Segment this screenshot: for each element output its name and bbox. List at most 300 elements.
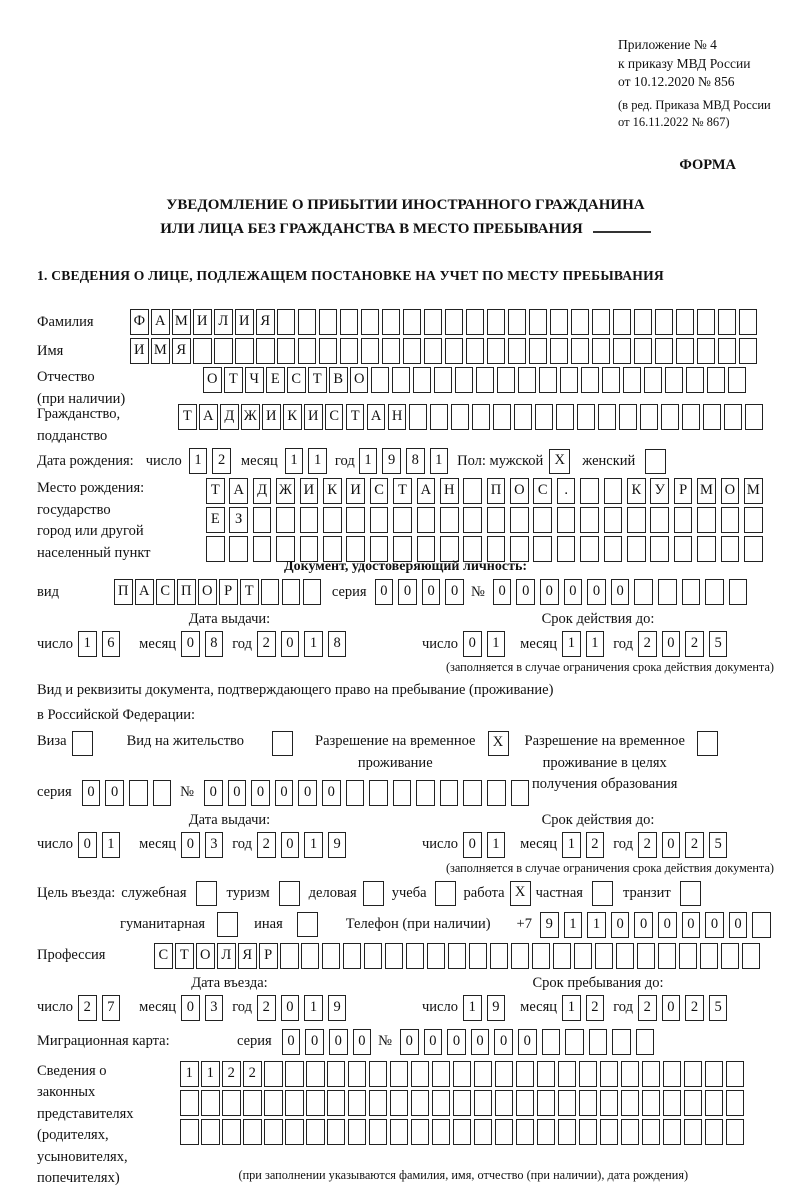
char-box[interactable]	[676, 309, 695, 335]
char-box[interactable]	[703, 404, 722, 430]
char-box[interactable]: 1	[586, 631, 605, 657]
char-box[interactable]	[676, 338, 695, 364]
char-box[interactable]: 9	[328, 832, 347, 858]
char-box[interactable]	[744, 536, 763, 562]
char-box[interactable]	[682, 579, 701, 605]
char-box[interactable]	[129, 780, 148, 806]
char-box[interactable]	[697, 309, 716, 335]
char-box[interactable]	[665, 367, 684, 393]
char-box[interactable]	[655, 309, 674, 335]
char-box[interactable]	[382, 309, 401, 335]
char-box[interactable]	[535, 404, 554, 430]
char-box[interactable]	[432, 1061, 451, 1087]
char-box[interactable]: 1	[562, 832, 581, 858]
char-box[interactable]	[679, 943, 698, 969]
purpose-humanitarian-checkbox[interactable]	[217, 912, 238, 937]
char-box[interactable]: Т	[308, 367, 327, 393]
char-box[interactable]	[655, 338, 674, 364]
char-box[interactable]: Р	[219, 579, 238, 605]
char-box[interactable]: 0	[398, 579, 417, 605]
char-box[interactable]	[253, 536, 272, 562]
char-box[interactable]	[300, 507, 319, 533]
char-box[interactable]: 0	[281, 832, 300, 858]
char-box[interactable]	[553, 943, 572, 969]
char-box[interactable]	[322, 943, 341, 969]
char-box[interactable]	[243, 1119, 262, 1145]
char-box[interactable]	[214, 338, 233, 364]
char-box[interactable]	[598, 404, 617, 430]
char-box[interactable]	[700, 943, 719, 969]
char-box[interactable]	[560, 367, 579, 393]
char-box[interactable]	[634, 309, 653, 335]
char-box[interactable]: 5	[709, 995, 728, 1021]
char-box[interactable]: Т	[178, 404, 197, 430]
char-box[interactable]	[739, 338, 758, 364]
char-box[interactable]	[413, 367, 432, 393]
char-box[interactable]	[721, 507, 740, 533]
char-box[interactable]	[580, 478, 599, 504]
char-box[interactable]	[427, 943, 446, 969]
char-box[interactable]: 0	[282, 1029, 301, 1055]
char-box[interactable]	[277, 338, 296, 364]
char-box[interactable]: О	[198, 579, 217, 605]
char-box[interactable]: 1	[308, 448, 327, 474]
char-box[interactable]	[406, 943, 425, 969]
char-box[interactable]	[253, 507, 272, 533]
char-box[interactable]	[663, 1090, 682, 1116]
char-box[interactable]	[718, 309, 737, 335]
char-box[interactable]	[516, 1119, 535, 1145]
char-box[interactable]	[589, 1029, 608, 1055]
char-box[interactable]: И	[130, 338, 149, 364]
char-box[interactable]: 0	[375, 579, 394, 605]
char-box[interactable]	[285, 1090, 304, 1116]
char-box[interactable]	[474, 1061, 493, 1087]
char-box[interactable]	[306, 1090, 325, 1116]
char-box[interactable]	[463, 478, 482, 504]
char-box[interactable]	[718, 338, 737, 364]
char-box[interactable]: 0	[422, 579, 441, 605]
char-box[interactable]	[448, 943, 467, 969]
char-box[interactable]: 0	[275, 780, 294, 806]
char-box[interactable]: Е	[206, 507, 225, 533]
char-box[interactable]	[193, 338, 212, 364]
char-box[interactable]: А	[135, 579, 154, 605]
char-box[interactable]: 0	[204, 780, 223, 806]
char-box[interactable]	[619, 404, 638, 430]
char-box[interactable]	[516, 1090, 535, 1116]
purpose-private-checkbox[interactable]	[592, 881, 613, 906]
char-box[interactable]	[511, 943, 530, 969]
char-box[interactable]	[466, 338, 485, 364]
char-box[interactable]: 2	[685, 631, 704, 657]
char-box[interactable]	[592, 309, 611, 335]
char-box[interactable]	[658, 943, 677, 969]
char-box[interactable]: 0	[705, 912, 724, 938]
char-box[interactable]	[518, 367, 537, 393]
char-box[interactable]: С	[287, 367, 306, 393]
char-box[interactable]: А	[199, 404, 218, 430]
char-box[interactable]	[276, 507, 295, 533]
char-box[interactable]	[558, 1119, 577, 1145]
char-box[interactable]: 0	[662, 995, 681, 1021]
char-box[interactable]	[663, 1119, 682, 1145]
char-box[interactable]: 0	[540, 579, 559, 605]
char-box[interactable]: Р	[259, 943, 278, 969]
char-box[interactable]	[346, 507, 365, 533]
char-box[interactable]	[742, 943, 761, 969]
char-box[interactable]: А	[367, 404, 386, 430]
char-box[interactable]	[663, 1061, 682, 1087]
char-box[interactable]: С	[156, 579, 175, 605]
char-box[interactable]	[744, 507, 763, 533]
char-box[interactable]: Н	[440, 478, 459, 504]
char-box[interactable]: А	[417, 478, 436, 504]
char-box[interactable]: Т	[206, 478, 225, 504]
temp-residence-checkbox[interactable]: X	[488, 731, 509, 756]
char-box[interactable]	[463, 780, 482, 806]
char-box[interactable]	[392, 367, 411, 393]
char-box[interactable]	[729, 579, 748, 605]
char-box[interactable]	[474, 1090, 493, 1116]
char-box[interactable]	[411, 1119, 430, 1145]
char-box[interactable]: Т	[346, 404, 365, 430]
char-box[interactable]: 1	[78, 631, 97, 657]
char-box[interactable]	[557, 536, 576, 562]
char-box[interactable]	[327, 1090, 346, 1116]
char-box[interactable]: 0	[463, 832, 482, 858]
char-box[interactable]: П	[487, 478, 506, 504]
char-box[interactable]: 0	[353, 1029, 372, 1055]
char-box[interactable]	[529, 309, 548, 335]
char-box[interactable]: 0	[662, 832, 681, 858]
char-box[interactable]	[453, 1119, 472, 1145]
char-box[interactable]	[627, 507, 646, 533]
char-box[interactable]	[726, 1119, 745, 1145]
char-box[interactable]	[577, 404, 596, 430]
char-box[interactable]: П	[114, 579, 133, 605]
purpose-business-checkbox[interactable]	[363, 881, 384, 906]
char-box[interactable]	[393, 507, 412, 533]
char-box[interactable]	[440, 780, 459, 806]
char-box[interactable]: 1	[359, 448, 378, 474]
char-box[interactable]	[277, 309, 296, 335]
char-box[interactable]	[323, 507, 342, 533]
char-box[interactable]	[390, 1090, 409, 1116]
char-box[interactable]	[745, 404, 764, 430]
char-box[interactable]: С	[154, 943, 173, 969]
char-box[interactable]	[474, 1119, 493, 1145]
char-box[interactable]: П	[177, 579, 196, 605]
char-box[interactable]: 0	[611, 579, 630, 605]
char-box[interactable]	[445, 338, 464, 364]
char-box[interactable]	[364, 943, 383, 969]
char-box[interactable]: Т	[240, 579, 259, 605]
char-box[interactable]: К	[627, 478, 646, 504]
char-box[interactable]	[153, 780, 172, 806]
char-box[interactable]	[642, 1090, 661, 1116]
char-box[interactable]: 2	[243, 1061, 262, 1087]
char-box[interactable]	[390, 1119, 409, 1145]
char-box[interactable]: А	[151, 309, 170, 335]
char-box[interactable]	[361, 338, 380, 364]
char-box[interactable]	[621, 1119, 640, 1145]
char-box[interactable]: 1	[304, 631, 323, 657]
char-box[interactable]: М	[151, 338, 170, 364]
char-box[interactable]	[634, 338, 653, 364]
char-box[interactable]	[340, 309, 359, 335]
char-box[interactable]	[613, 338, 632, 364]
char-box[interactable]	[558, 1090, 577, 1116]
char-box[interactable]	[222, 1119, 241, 1145]
char-box[interactable]: 9	[487, 995, 506, 1021]
char-box[interactable]	[432, 1119, 451, 1145]
char-box[interactable]	[612, 1029, 631, 1055]
char-box[interactable]	[390, 1061, 409, 1087]
char-box[interactable]	[637, 943, 656, 969]
char-box[interactable]	[285, 1061, 304, 1087]
char-box[interactable]	[382, 338, 401, 364]
char-box[interactable]	[550, 309, 569, 335]
char-box[interactable]	[490, 943, 509, 969]
char-box[interactable]: 0	[662, 631, 681, 657]
char-box[interactable]: 1	[430, 448, 449, 474]
char-box[interactable]	[579, 1061, 598, 1087]
char-box[interactable]	[658, 579, 677, 605]
char-box[interactable]	[642, 1061, 661, 1087]
temp-residence-edu-checkbox[interactable]	[697, 731, 718, 756]
char-box[interactable]: 1	[564, 912, 583, 938]
char-box[interactable]	[434, 367, 453, 393]
char-box[interactable]	[361, 309, 380, 335]
char-box[interactable]: 0	[471, 1029, 490, 1055]
char-box[interactable]	[621, 1061, 640, 1087]
char-box[interactable]	[674, 507, 693, 533]
purpose-transit-checkbox[interactable]	[680, 881, 701, 906]
char-box[interactable]	[579, 1119, 598, 1145]
char-box[interactable]: Н	[388, 404, 407, 430]
char-box[interactable]	[550, 338, 569, 364]
char-box[interactable]: 0	[634, 912, 653, 938]
char-box[interactable]	[602, 367, 621, 393]
char-box[interactable]: 0	[463, 631, 482, 657]
char-box[interactable]	[684, 1119, 703, 1145]
char-box[interactable]	[453, 1061, 472, 1087]
char-box[interactable]	[411, 1061, 430, 1087]
char-box[interactable]: 0	[305, 1029, 324, 1055]
char-box[interactable]	[403, 338, 422, 364]
char-box[interactable]: В	[329, 367, 348, 393]
char-box[interactable]	[319, 309, 338, 335]
char-box[interactable]	[571, 309, 590, 335]
char-box[interactable]	[682, 404, 701, 430]
char-box[interactable]	[416, 780, 435, 806]
char-box[interactable]: Л	[214, 309, 233, 335]
char-box[interactable]	[370, 507, 389, 533]
char-box[interactable]: 0	[281, 995, 300, 1021]
char-box[interactable]	[306, 1119, 325, 1145]
char-box[interactable]: 1	[304, 995, 323, 1021]
char-box[interactable]	[201, 1090, 220, 1116]
char-box[interactable]: 0	[105, 780, 124, 806]
purpose-study-checkbox[interactable]	[435, 881, 456, 906]
char-box[interactable]	[642, 1119, 661, 1145]
char-box[interactable]	[640, 404, 659, 430]
char-box[interactable]: 0	[78, 832, 97, 858]
char-box[interactable]: 0	[447, 1029, 466, 1055]
char-box[interactable]: И	[262, 404, 281, 430]
char-box[interactable]	[385, 943, 404, 969]
char-box[interactable]	[533, 536, 552, 562]
char-box[interactable]: 1	[487, 631, 506, 657]
char-box[interactable]: 2	[638, 631, 657, 657]
char-box[interactable]	[516, 1061, 535, 1087]
char-box[interactable]	[539, 367, 558, 393]
char-box[interactable]	[621, 1090, 640, 1116]
purpose-official-checkbox[interactable]	[196, 881, 217, 906]
char-box[interactable]	[476, 367, 495, 393]
char-box[interactable]: Т	[393, 478, 412, 504]
char-box[interactable]	[580, 536, 599, 562]
char-box[interactable]: 5	[709, 631, 728, 657]
char-box[interactable]: Д	[253, 478, 272, 504]
purpose-tourism-checkbox[interactable]	[279, 881, 300, 906]
char-box[interactable]	[661, 404, 680, 430]
char-box[interactable]	[455, 367, 474, 393]
char-box[interactable]	[303, 579, 322, 605]
char-box[interactable]	[613, 309, 632, 335]
char-box[interactable]	[644, 367, 663, 393]
char-box[interactable]: С	[533, 478, 552, 504]
char-box[interactable]: Л	[217, 943, 236, 969]
char-box[interactable]	[650, 507, 669, 533]
char-box[interactable]: М	[697, 478, 716, 504]
char-box[interactable]	[542, 1029, 561, 1055]
char-box[interactable]	[261, 579, 280, 605]
char-box[interactable]	[571, 338, 590, 364]
char-box[interactable]	[348, 1090, 367, 1116]
char-box[interactable]	[451, 404, 470, 430]
char-box[interactable]: 0	[251, 780, 270, 806]
char-box[interactable]: 0	[298, 780, 317, 806]
char-box[interactable]	[604, 536, 623, 562]
char-box[interactable]	[752, 912, 771, 938]
char-box[interactable]	[466, 309, 485, 335]
char-box[interactable]: 7	[102, 995, 121, 1021]
char-box[interactable]	[537, 1090, 556, 1116]
char-box[interactable]	[180, 1119, 199, 1145]
char-box[interactable]: С	[370, 478, 389, 504]
char-box[interactable]	[348, 1119, 367, 1145]
char-box[interactable]	[348, 1061, 367, 1087]
char-box[interactable]	[280, 943, 299, 969]
char-box[interactable]	[298, 338, 317, 364]
char-box[interactable]: 2	[685, 832, 704, 858]
char-box[interactable]	[684, 1061, 703, 1087]
char-box[interactable]	[726, 1061, 745, 1087]
char-box[interactable]: Е	[266, 367, 285, 393]
char-box[interactable]	[592, 338, 611, 364]
char-box[interactable]	[469, 943, 488, 969]
char-box[interactable]	[495, 1090, 514, 1116]
char-box[interactable]	[327, 1061, 346, 1087]
char-box[interactable]	[616, 943, 635, 969]
char-box[interactable]: 1	[487, 832, 506, 858]
char-box[interactable]	[463, 507, 482, 533]
char-box[interactable]	[493, 404, 512, 430]
char-box[interactable]	[472, 404, 491, 430]
char-box[interactable]: Ф	[130, 309, 149, 335]
char-box[interactable]	[604, 478, 623, 504]
char-box[interactable]	[705, 1061, 724, 1087]
char-box[interactable]: 2	[257, 631, 276, 657]
char-box[interactable]	[432, 1090, 451, 1116]
char-box[interactable]	[243, 1090, 262, 1116]
char-box[interactable]: 0	[400, 1029, 419, 1055]
char-box[interactable]	[424, 338, 443, 364]
char-box[interactable]	[497, 367, 516, 393]
char-box[interactable]	[556, 404, 575, 430]
char-box[interactable]	[487, 338, 506, 364]
char-box[interactable]: 1	[102, 832, 121, 858]
char-box[interactable]	[705, 579, 724, 605]
char-box[interactable]	[697, 338, 716, 364]
char-box[interactable]	[417, 507, 436, 533]
char-box[interactable]: М	[172, 309, 191, 335]
char-box[interactable]: 8	[328, 631, 347, 657]
char-box[interactable]	[533, 507, 552, 533]
char-box[interactable]: К	[323, 478, 342, 504]
char-box[interactable]: 0	[516, 579, 535, 605]
char-box[interactable]	[445, 309, 464, 335]
char-box[interactable]: Р	[674, 478, 693, 504]
char-box[interactable]	[508, 338, 527, 364]
char-box[interactable]	[495, 1119, 514, 1145]
char-box[interactable]	[487, 780, 506, 806]
char-box[interactable]: Ч	[245, 367, 264, 393]
char-box[interactable]	[369, 780, 388, 806]
char-box[interactable]	[728, 367, 747, 393]
char-box[interactable]: 8	[205, 631, 224, 657]
char-box[interactable]	[574, 943, 593, 969]
char-box[interactable]: Я	[256, 309, 275, 335]
char-box[interactable]	[403, 309, 422, 335]
char-box[interactable]: Ж	[241, 404, 260, 430]
char-box[interactable]	[697, 536, 716, 562]
char-box[interactable]: 2	[586, 832, 605, 858]
char-box[interactable]	[627, 536, 646, 562]
char-box[interactable]	[529, 338, 548, 364]
char-box[interactable]	[579, 1090, 598, 1116]
char-box[interactable]: И	[346, 478, 365, 504]
char-box[interactable]: У	[650, 478, 669, 504]
char-box[interactable]: 1	[180, 1061, 199, 1087]
char-box[interactable]	[340, 338, 359, 364]
char-box[interactable]	[440, 507, 459, 533]
gender-female-checkbox[interactable]	[645, 449, 666, 474]
char-box[interactable]: 0	[611, 912, 630, 938]
char-box[interactable]	[369, 1119, 388, 1145]
char-box[interactable]: О	[721, 478, 740, 504]
char-box[interactable]: 2	[638, 832, 657, 858]
char-box[interactable]: 9	[382, 448, 401, 474]
char-box[interactable]	[724, 404, 743, 430]
char-box[interactable]: Т	[224, 367, 243, 393]
char-box[interactable]: 1	[562, 631, 581, 657]
char-box[interactable]: 1	[285, 448, 304, 474]
char-box[interactable]	[604, 507, 623, 533]
purpose-work-checkbox[interactable]: X	[510, 881, 531, 906]
